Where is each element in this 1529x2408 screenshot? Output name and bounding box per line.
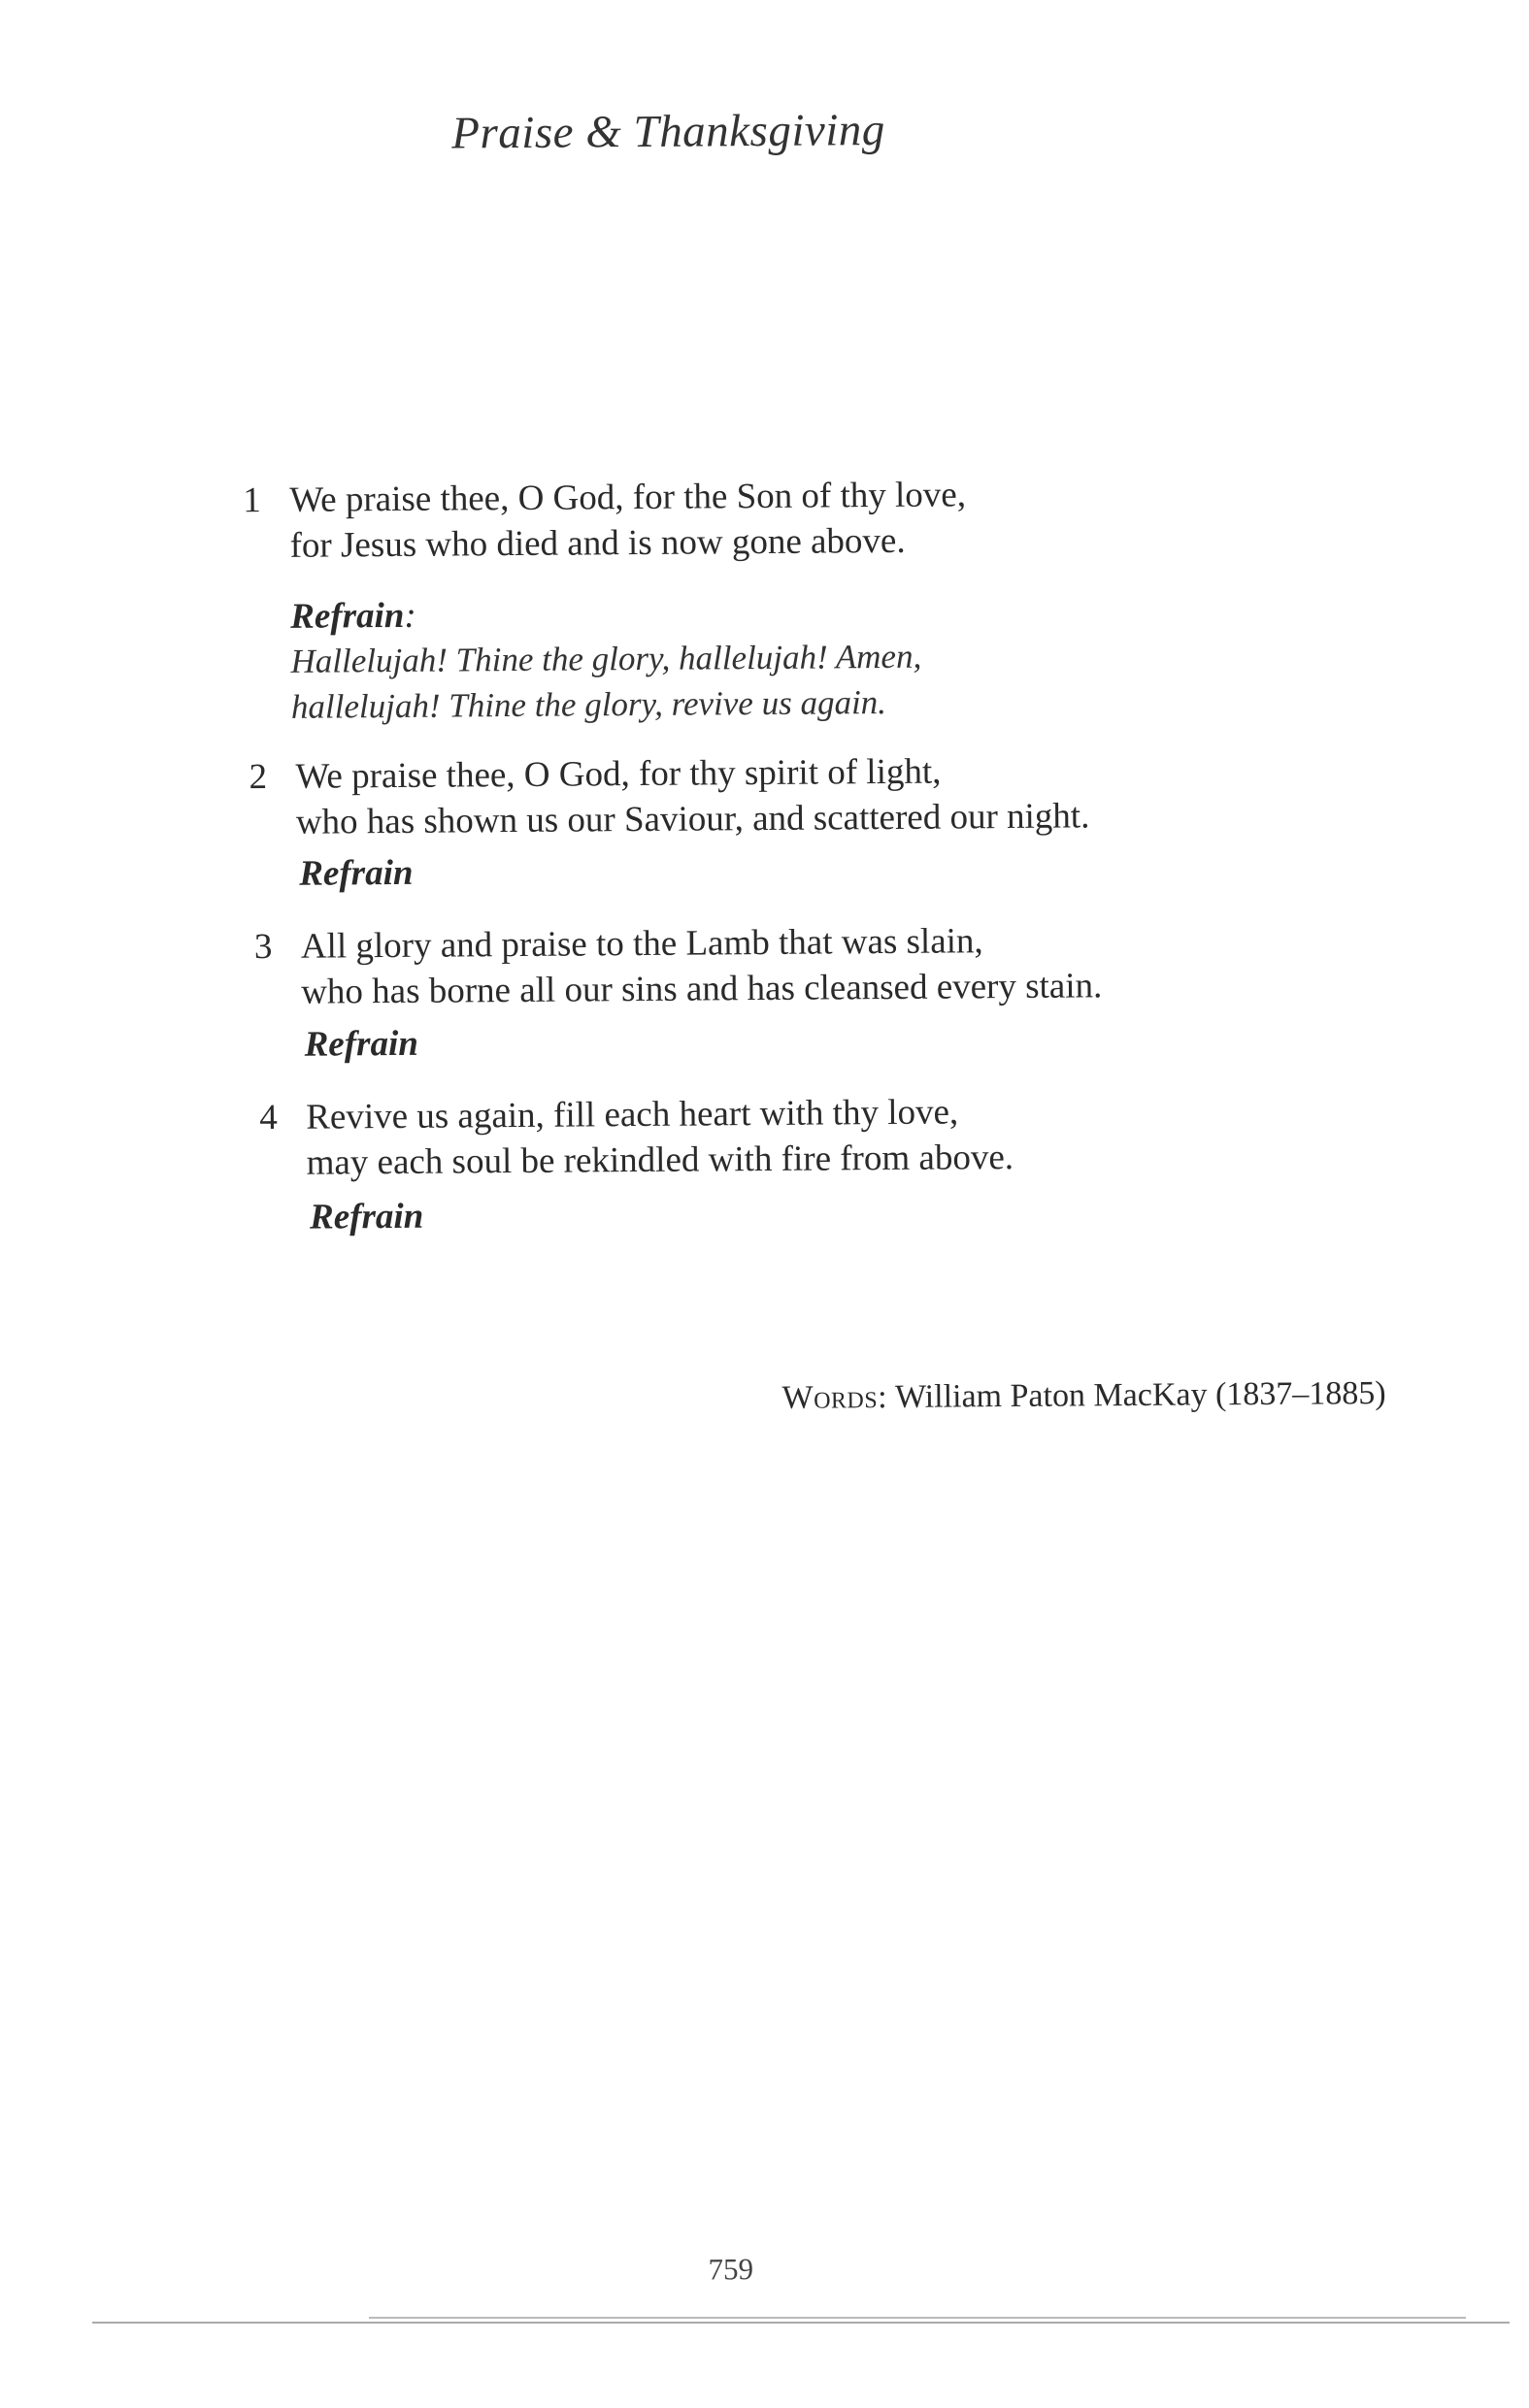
refrain-heading [290,595,416,638]
verse-line: who has shown us our Saviour, and scattered our night. [295,796,1090,842]
refrain-label: Refrain [290,595,405,637]
refrain-repeat: Refrain [299,852,414,894]
verse-line: for Jesus who died and is now gone above. [289,520,906,566]
verse-number: 4 [259,1097,278,1138]
verse-number: 1 [243,480,261,521]
page-number: 759 [708,2252,754,2287]
verse-3 [253,917,1103,1014]
refrain-line: hallelujah! Thine the glory, revive us again. [290,683,887,726]
verse-4 [259,1089,1014,1186]
verse-number: 2 [249,757,268,798]
verse-line: may each soul be rekindled with fire from above. [306,1137,1014,1183]
refrain-colon: : [404,595,416,636]
verse-line: who has borne all our sins and has cleansed every stain. [301,966,1103,1012]
refrain-text [290,634,921,730]
credit-label: Words: [781,1379,888,1416]
section-title: Praise & Thanksgiving [451,104,886,159]
credit-author: William Paton MacKay (1837–1885) [894,1374,1386,1415]
refrain-repeat: Refrain [309,1196,424,1237]
words-credit [781,1375,1385,1417]
verse-line: We praise thee, O God, for thy spirit of light, [295,751,942,797]
verse-line: Revive us again, fill each heart with thy love, [306,1092,959,1138]
bottom-rule [92,2322,1510,2324]
verse-line: All glory and praise to the Lamb that was slain, [300,921,983,967]
verse-1 [243,472,967,568]
verse-2 [249,747,1090,844]
verse-number: 3 [253,926,273,968]
refrain-repeat: Refrain [304,1023,419,1065]
refrain-line: Hallelujah! Thine the glory, hallelujah! Amen, [290,637,922,680]
bottom-rule-thin [369,2317,1466,2319]
verse-line: We praise thee, O God, for the Son of thy love, [289,475,967,520]
